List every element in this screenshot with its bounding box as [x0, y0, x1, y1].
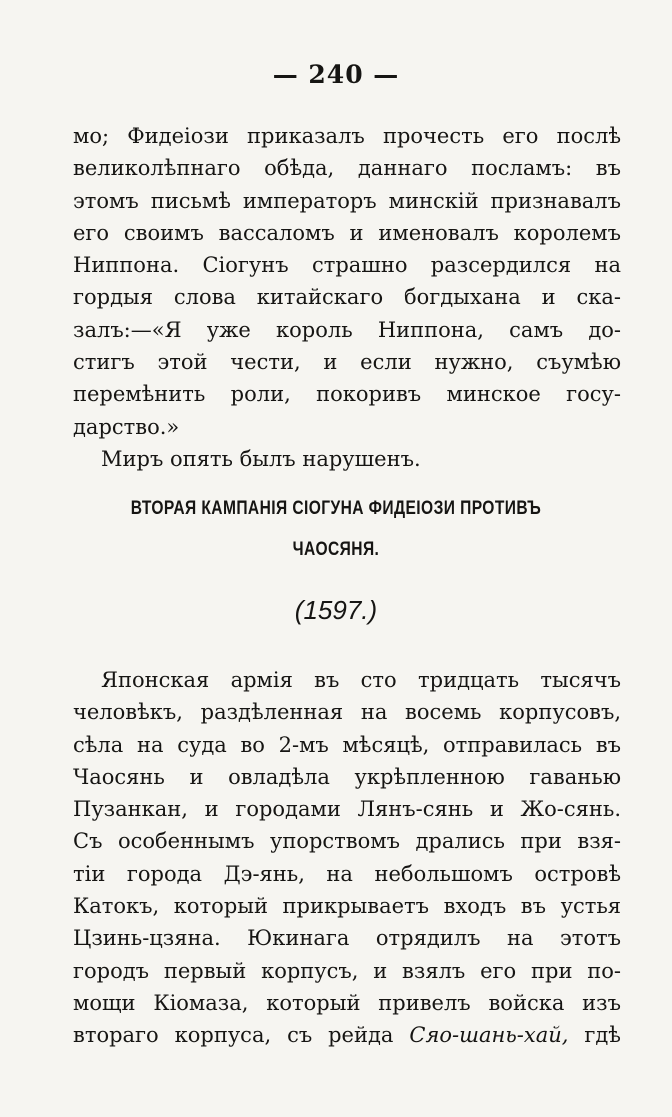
text-line: мо; Фидеіози приказалъ прочесть его послѣ — [73, 124, 621, 148]
text-line: мощи Кіомаза, который привелъ войска изъ — [73, 990, 621, 1015]
text-line: тіи города Дэ-янь, на небольшомъ островѣ — [73, 861, 621, 886]
text-line: стигъ этой чести, и если нужно, съумѣю — [73, 350, 621, 375]
text-line: Съ особеннымъ упорствомъ дрались при взя- — [73, 829, 621, 854]
text-line: Чаосянь и овладѣла укрѣпленною гаванью — [73, 764, 621, 789]
section-year: (1597.) — [294, 595, 378, 625]
italic-place-name: Сяо-шань-хай, — [409, 1023, 569, 1048]
text-line: великолѣпнаго обѣда, даннаго посламъ: въ — [73, 156, 621, 181]
text-line-mixed — [73, 1019, 621, 1051]
text-line: человѣкъ, раздѣленная на восемь корпусовъ, — [73, 700, 621, 725]
text-line: городъ первый корпусъ, и взялъ его при по- — [73, 958, 621, 983]
page-number: — 240 — — [272, 60, 400, 89]
text-line: сѣла на суда во 2-мъ мѣсяцѣ, отправилась въ — [73, 732, 621, 757]
text-line: гордыя слова китайскаго богдыхана и ска- — [73, 285, 621, 310]
text-segment: втораго корпуса, съ рейда — [73, 1023, 394, 1048]
text-line: его своимъ вассаломъ и именовалъ королемъ — [73, 220, 621, 245]
text-line: Ниппона. Сіогунъ страшно разсердился на — [73, 253, 621, 278]
text-line: этомъ письмѣ императоръ минскій признавалъ — [73, 188, 621, 213]
text-line: дарство.» — [73, 414, 180, 439]
paragraph-short: Миръ опять былъ нарушенъ. — [101, 446, 421, 471]
section-heading-line-2: ЧАОСЯНЯ. — [292, 539, 380, 560]
text-line: перемѣнить роли, покоривъ минское госу- — [73, 382, 621, 407]
text-segment: гдѣ — [584, 1023, 621, 1048]
text-line: Пузанкан, и городами Лянъ-сянь и Жо-сянь. — [73, 797, 621, 822]
text-line: Катокъ, который прикрываетъ входъ въ устья — [73, 894, 621, 919]
paragraph-main — [73, 664, 621, 1052]
text-line: Японская армія въ сто тридцать тысячъ — [101, 668, 621, 692]
paragraph-continuation — [73, 120, 621, 475]
text-line: залъ:—«Я уже король Ниппона, самъ до- — [73, 317, 621, 342]
section-heading-line-1: ВТОРАЯ КАМПАНІЯ СІОГУНА ФИДЕІОЗИ ПРОТИВЪ — [130, 498, 542, 519]
text-line: Цзинь-цзяна. Юкинага отрядилъ на этотъ — [73, 926, 621, 951]
